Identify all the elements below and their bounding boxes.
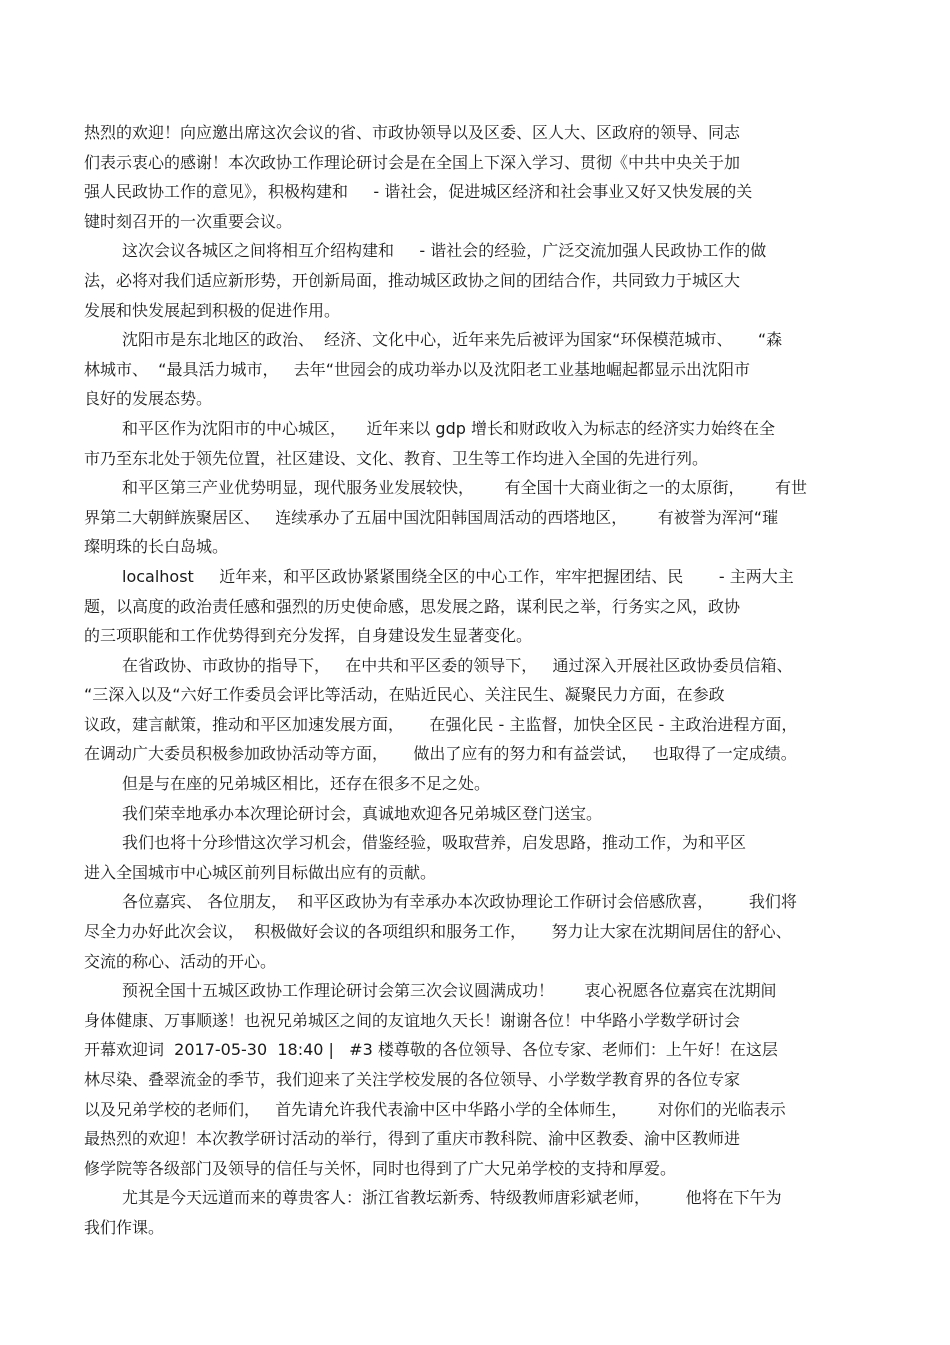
- paragraph-start-line: localhost 近年来，和平区政协紧紧围绕全区的中心工作，牢牢把握团结、民 - 主两大主: [122, 566, 794, 586]
- text-line: 键时刻召开的一次重要会议。: [84, 211, 293, 231]
- paragraph-start-line: 在省政协、市政协的指导下， 在中共和平区委的领导下， 通过深入开展社区政协委员信箱、: [122, 655, 793, 675]
- text-line: 市乃至东北处于领先位置，社区建设、文化、教育、卫生等工作均进入全国的先进行列。: [84, 448, 709, 468]
- paragraph-start-line: 预祝全国十五城区政协工作理论研讨会第三次会议圆满成功！ 衷心祝愿各位嘉宾在沈期间: [122, 981, 777, 1001]
- text-line: 林城市、 “最具活力城市， 去年“世园会的成功举办以及沈阳老工业基地崛起都显示出沈阳市: [84, 359, 751, 379]
- text-line: 开幕欢迎词 2017-05-30 18:40 | #3 楼尊敬的各位领导、各位专家、老师们：上午好！在这层: [84, 1040, 778, 1060]
- text-line: 热烈的欢迎！向应邀出席这次会议的省、市政协领导以及区委、区人大、区政府的领导、同志: [84, 123, 741, 142]
- text-line: 修学院等各级部门及领导的信任与关怀，同时也得到了广大兄弟学校的支持和厚爱。: [84, 1158, 677, 1178]
- text-line: 发展和快发展起到积极的促进作用。: [84, 300, 341, 320]
- text-line: 林尽染、叠翠流金的季节，我们迎来了关注学校发展的各位领导、小学数学教育界的各位专家: [84, 1070, 741, 1089]
- text-line: 最热烈的欢迎！本次教学研讨活动的举行，得到了重庆市教科院、渝中区教委、渝中区教师进: [84, 1129, 741, 1149]
- text-line: 以及兄弟学校的老师们， 首先请允许我代表渝中区中华路小学的全体师生， 对你们的光临表示: [84, 1099, 786, 1119]
- paragraph-start-line: 尤其是今天远道而来的尊贵客人：浙江省教坛新秀、特级教师唐彩斌老师， 他将在下午为: [122, 1188, 782, 1208]
- text-line: 强人民政协工作的意见》，积极构建和 - 谐社会，促进城区经济和社会事业又好又快发展的关: [84, 182, 753, 202]
- text-line: 议政，建言献策，推动和平区加速发展方面， 在强化民 - 主监督，加快全区民 - 主政治进程方面，: [84, 714, 798, 734]
- paragraph-start-line: 但是与在座的兄弟城区相比，还存在很多不足之处。: [122, 774, 491, 794]
- text-line: 法，必将对我们适应新形势，开创新局面，推动城区政协之间的团结合作，共同致力于城区大: [84, 270, 741, 290]
- paragraph-start-line: 和平区作为沈阳市的中心城区， 近年来以 gdp 增长和财政收入为标志的经济实力始终在全: [122, 418, 775, 438]
- paragraph-start-line: 和平区第三产业优势明显，现代服务业发展较快， 有全国十大商业街之一的太原街， 有世: [122, 478, 808, 498]
- text-line: 良好的发展态势。: [84, 389, 213, 409]
- text-line: 在调动广大委员积极参加政协活动等方面， 做出了应有的努力和有益尝试， 也取得了一定成绩。: [84, 744, 797, 764]
- text-line: 交流的称心、活动的开心。: [84, 951, 277, 971]
- paragraph-start-line: 我们荣幸地承办本次理论研讨会，真诚地欢迎各兄弟城区登门送宝。: [122, 803, 603, 823]
- paragraph-start-line: 这次会议各城区之间将相互介绍构建和 - 谐社会的经验，广泛交流加强人民政协工作的做: [122, 241, 767, 261]
- paragraph-start-line: 各位嘉宾、 各位朋友， 和平区政协为有幸承办本次政协理论工作研讨会倍感欣喜， 我们将: [122, 892, 797, 912]
- text-line: 璨明珠的长白岛城。: [84, 537, 229, 557]
- document-body: [84, 118, 874, 1243]
- text-line: 我们作课。: [84, 1217, 165, 1237]
- text-line: 题，以高度的政治责任感和强烈的历史使命感，思发展之路，谋利民之举，行务实之风，政协: [84, 596, 741, 616]
- text-line: 的三项职能和工作优势得到充分发挥，自身建设发生显著变化。: [84, 626, 533, 646]
- text-line: 身体健康、万事顺遂！也祝兄弟城区之间的友谊地久天长！谢谢各位！中华路小学数学研讨会: [84, 1010, 741, 1030]
- text-line: 界第二大朝鲜族聚居区、 连续承办了五届中国沈阳韩国周活动的西塔地区， 有被誉为浑河“璀: [84, 507, 779, 527]
- paragraph-start-line: 沈阳市是东北地区的政治、 经济、文化中心，近年来先后被评为国家“环保模范城市、 “森: [122, 330, 783, 350]
- text-line: 们表示衷心的感谢！本次政协工作理论研讨会是在全国上下深入学习、贯彻《中共中央关于加: [84, 152, 741, 172]
- text-line: 尽全力办好此次会议， 积极做好会议的各项组织和服务工作， 努力让大家在沈期间居住的舒心、: [84, 922, 792, 942]
- text-line: 进入全国城市中心城区前列目标做出应有的贡献。: [84, 862, 437, 882]
- text-line: “三深入以及“六好工作委员会评比等活动，在贴近民心、关注民生、凝聚民力方面，在参政: [84, 685, 725, 705]
- paragraph-start-line: 我们也将十分珍惜这次学习机会，借鉴经验，吸取营养，启发思路，推动工作，为和平区: [122, 833, 747, 853]
